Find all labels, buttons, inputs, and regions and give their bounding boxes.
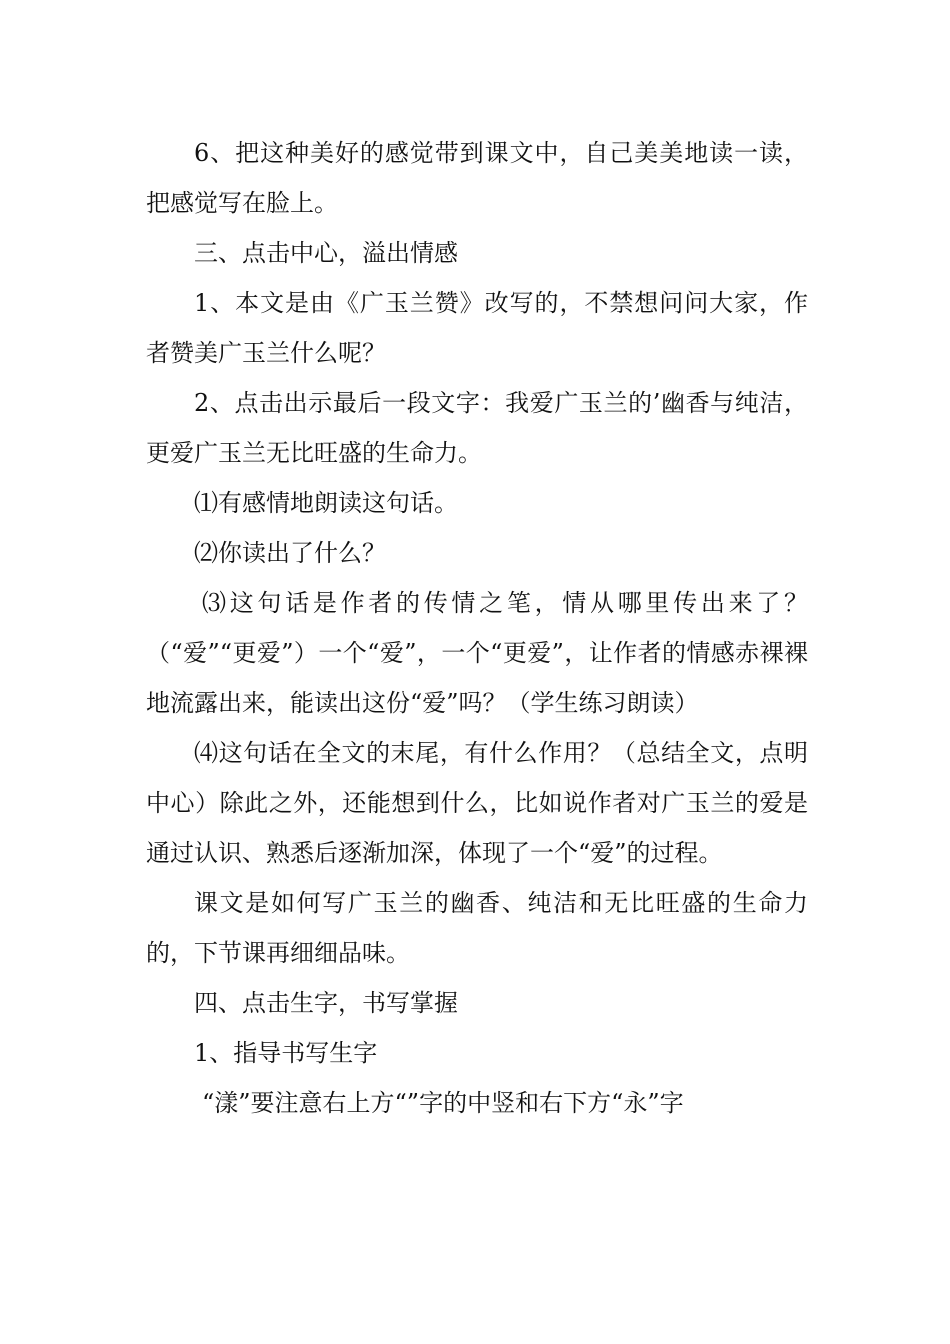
section-heading-four: 四、点击生字，书写掌握 — [194, 989, 458, 1017]
paragraph-sub-1: ⑴有感情地朗读这句话。 — [194, 489, 458, 517]
paragraph-sub-2: ⑵你读出了什么？ — [194, 539, 386, 567]
paragraph-question-2: 2、点击出示最后一段文字：我爱广玉兰的’幽香与纯洁，更爱广玉兰无比旺盛的生命力。 — [146, 389, 808, 467]
paragraph-sub-4: ⑷这句话在全文的末尾，有什么作用？（总结全文，点明中心）除此之外，还能想到什么，比如说作者对广玉兰的爱是通过认识、熟悉后逐渐加深，体现了一个“爱”的过程。 — [146, 739, 808, 867]
paragraph-question-1: 1、本文是由《广玉兰赞》改写的，不禁想问问大家，作者赞美广玉兰什么呢？ — [146, 289, 808, 367]
paragraph-step-6: 6、把这种美好的感觉带到课文中，自己美美地读一读，把感觉写在脸上。 — [146, 139, 808, 217]
section-heading-three: 三、点击中心，溢出情感 — [194, 239, 458, 267]
paragraph-summary: 课文是如何写广玉兰的幽香、纯洁和无比旺盛的生命力的，下节课再细细品味。 — [146, 889, 808, 967]
paragraph-sub-3: ⑶这句话是作者的传情之笔，情从哪里传出来了？（“爱”“更爱”）一个“爱”，一个“更爱”，让作者的情感赤裸裸地流露出来，能读出这份“爱”吗？（学生练习朗读） — [146, 589, 808, 717]
document-page — [146, 128, 808, 1128]
paragraph-character-note: “漾”要注意右上方“”字的中竖和右下方“永”字 — [202, 1089, 684, 1117]
paragraph-writing-guide: 1、指导书写生字 — [194, 1039, 378, 1067]
